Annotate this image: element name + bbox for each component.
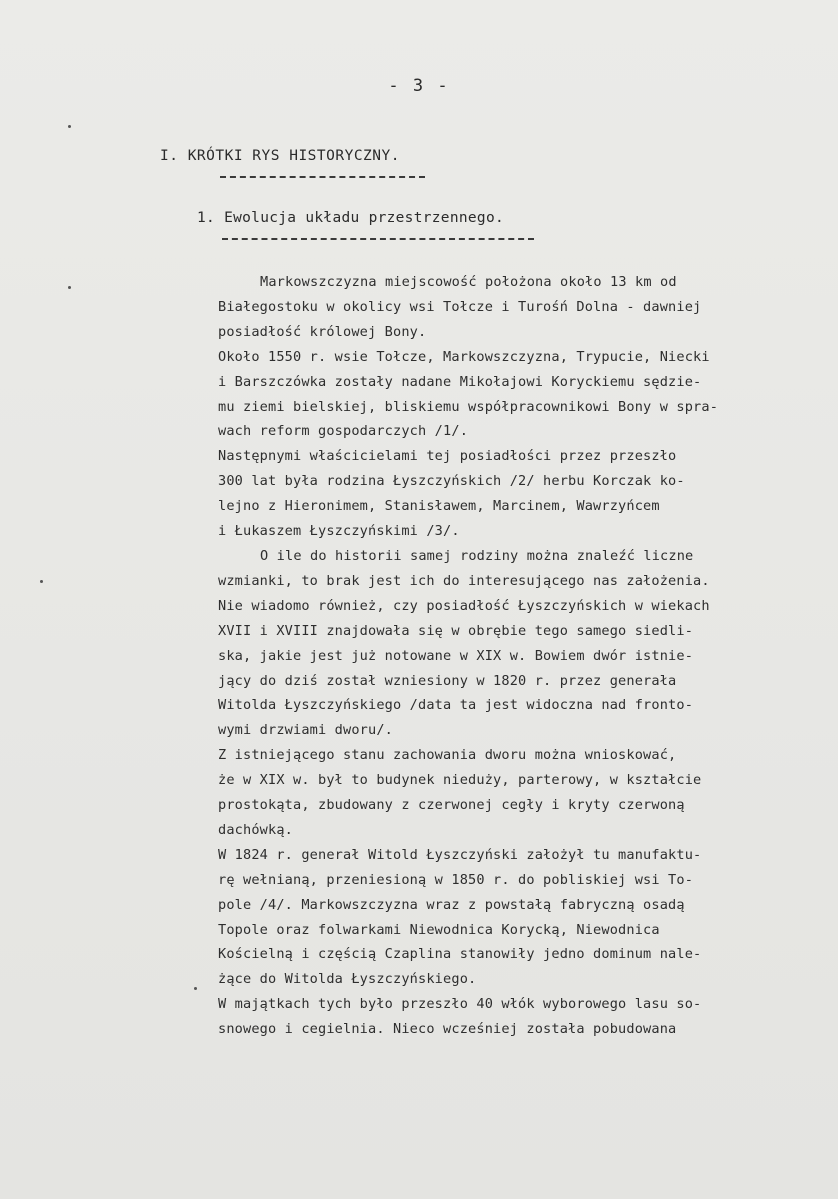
- text-line: jący do dziś został wzniesiony w 1820 r. przez generała: [218, 672, 677, 689]
- text-line: posiadłość królowej Bony.: [218, 323, 427, 340]
- text-line: ska, jakie jest już notowane w XIX w. Bowiem dwór istnie-: [218, 647, 694, 664]
- text-line: Około 1550 r. wsie Tołcze, Markowszczyzna, Trypucie, Niecki: [218, 348, 710, 365]
- text-line: Topole oraz folwarkami Niewodnica Korycką, Niewodnica: [218, 921, 660, 938]
- text-line: prostokąta, zbudowany z czerwonej cegły i kryty czerwoną: [218, 797, 685, 814]
- text-line: Następnymi właścicielami tej posiadłości przez przeszło: [218, 448, 677, 465]
- text-line: Nie wiadomo również, czy posiadłość Łyszczyńskich w wiekach: [218, 597, 710, 614]
- text-line: Markowszczyzna miejscowość położona około 13 km od: [260, 274, 677, 290]
- text-line: mu ziemi bielskiej, bliskiemu współpracownikowi Bony w spra-: [218, 398, 719, 415]
- text-line: pole /4/. Markowszczyzna wraz z powstałą fabryczną osadą: [218, 896, 685, 913]
- text-line: W 1824 r. generał Witold Łyszczyński założył tu manufaktu-: [218, 846, 702, 863]
- text-line: XVII i XVIII znajdowała się w obrębie tego samego siedli-: [218, 622, 694, 639]
- section-heading-underline: [220, 176, 425, 178]
- section-heading: I. KRÓTKI RYS HISTORYCZNY.: [160, 148, 400, 164]
- text-line: wach reform gospodarczych /1/.: [218, 423, 469, 440]
- margin-mark: [194, 987, 197, 990]
- body-text: [218, 270, 818, 1042]
- text-line: dachówką.: [218, 821, 294, 838]
- text-line: lejno z Hieronimem, Stanisławem, Marcinem, Wawrzyńcem: [218, 498, 660, 515]
- text-line: wymi drzwiami dworu/.: [218, 722, 394, 739]
- subsection-heading-underline: [222, 238, 534, 240]
- text-line: 300 lat była rodzina Łyszczyńskich /2/ herbu Korczak ko-: [218, 473, 685, 490]
- text-line: W majątkach tych było przeszło 40 włók wyborowego lasu so-: [218, 996, 702, 1013]
- text-line: O ile do historii samej rodziny można znaleźć liczne: [260, 547, 694, 564]
- text-line: Kościelną i częścią Czaplina stanowiły jedno dominum nale-: [218, 946, 702, 963]
- margin-mark: [68, 125, 71, 128]
- margin-mark: [40, 580, 43, 583]
- text-line: wzmianki, to brak jest ich do interesującego nas założenia.: [218, 572, 710, 589]
- text-line: i Barszczówka zostały nadane Mikołajowi Koryckiemu sędzie-: [218, 373, 702, 390]
- text-line: że w XIX w. był to budynek nieduży, parterowy, w kształcie: [218, 772, 702, 789]
- text-line: snowego i cegielnia. Nieco wcześniej została pobudowana: [218, 1021, 677, 1038]
- margin-mark: [68, 286, 71, 289]
- text-line: żące do Witolda Łyszczyńskiego.: [218, 971, 477, 988]
- text-line: Białegostoku w okolicy wsi Tołcze i Turośń Dolna - dawniej: [218, 298, 702, 315]
- text-line: rę wełnianą, przeniesioną w 1850 r. do pobliskiej wsi To-: [218, 871, 694, 888]
- text-line: Z istniejącego stanu zachowania dworu można wnioskować,: [218, 747, 677, 764]
- text-line: Witolda Łyszczyńskiego /data ta jest widoczna nad fronto-: [218, 697, 694, 714]
- text-line: i Łukaszem Łyszczyńskimi /3/.: [218, 523, 460, 540]
- page-number: - 3 -: [388, 76, 450, 96]
- subsection-heading: 1. Ewolucja układu przestrzennego.: [197, 210, 505, 226]
